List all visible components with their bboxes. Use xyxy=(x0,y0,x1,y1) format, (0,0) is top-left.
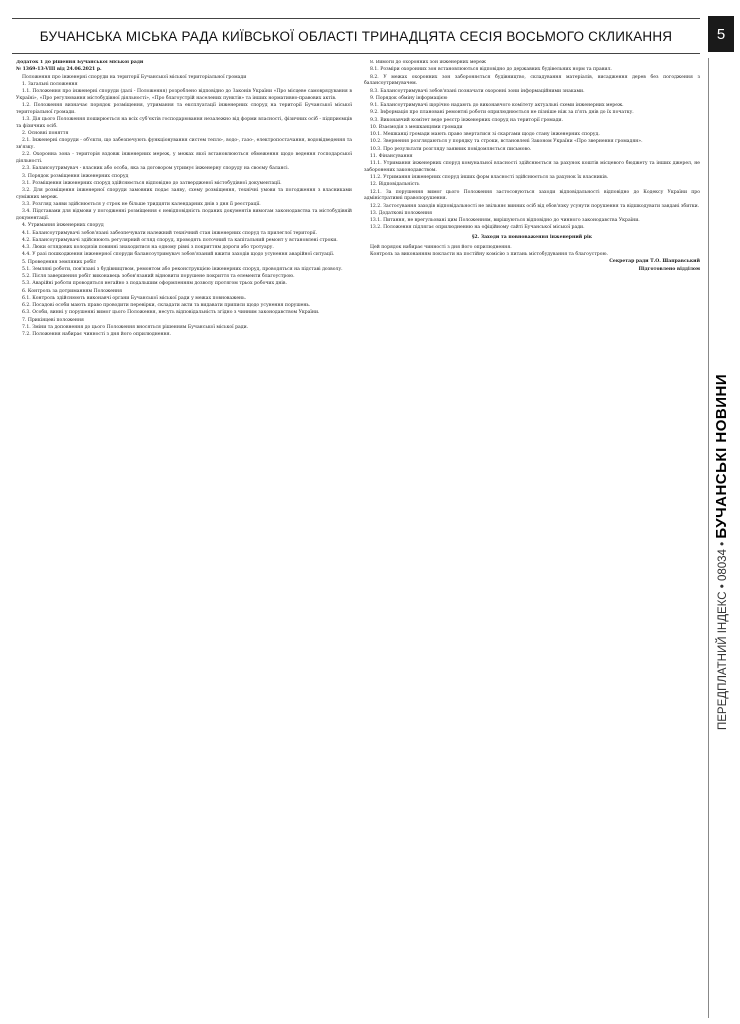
paragraph: 8.3. Балансоутримувачі зобов'язані позначати охоронні зони інформаційними знаками. xyxy=(370,88,585,94)
section-heading: §2. Заходи та повноваження інженерний рік xyxy=(471,235,593,240)
paragraph: 4.2. Балансоутримувачі здійснюють регулярний огляд споруд, проводять поточний та капітальний ремонт у встановлені строки. xyxy=(22,237,338,243)
paragraph: 3.2. Для розміщення інженерної споруди замовник подає заяву, схему розміщення, технічні умови та погодження з власниками суміжних мереж. xyxy=(16,188,352,200)
paragraph: 9.3. Виконавчий комітет веде реєстр інженерних споруд на території громади. xyxy=(370,117,563,123)
paragraph: 5. Проведення земляних робіт xyxy=(22,259,97,265)
signature: Секретар ради Т.О. Шаправський xyxy=(609,259,700,265)
page-number: 5 xyxy=(708,16,734,52)
paragraph: 8. Вимоги до охоронних зон інженерних мереж xyxy=(370,60,487,65)
paragraph: 1.1. Положення про інженерні споруди (далі - Положення) розроблено відповідно до Законів України «Про місцеве самоврядування в Україні», «Про регулювання містобудівної діяльності», «Про благоустрій населених пунктів» та інших нормативно-правових актів. xyxy=(16,89,352,101)
paragraph: 5.2. Після завершення робіт виконавець зобов'язаний відновити порушене покриття та елементи благоустрою. xyxy=(22,274,295,279)
paragraph: 6.1. Контроль здійснюють виконавчі органи Бучанської міської ради у межах повноважень. xyxy=(22,295,247,301)
paragraph: 3.1. Розміщення інженерних споруд здійснюється відповідно до затвердженої містобудівної документації. xyxy=(22,180,282,186)
paragraph: 4.3. Люки оглядових колодязів повинні знаходитися на одному рівні з покриттям дороги або тротуару. xyxy=(22,245,274,250)
subscription-index: ПЕРЕДПЛАТНИЙ ІНДЕКС • 08034 • xyxy=(717,541,729,730)
paragraph: 8.1. Розміри охоронних зон встановлюються відповідно до державних будівельних норм та правил. xyxy=(370,67,612,73)
paragraph: 5.1. Земляні роботи, пов'язані з будівництвом, ремонтом або реконструкцією інженерних споруд, проводяться на підставі дозволу. xyxy=(22,266,343,272)
paragraph: 6.3. Особи, винні у порушенні вимог цього Положення, несуть відповідальність згідно з чинним законодавством України. xyxy=(22,310,320,316)
paragraph: 9.2. Інформація про плановані ремонтні роботи оприлюднюється не пізніше ніж за п'ять днів до їх початку. xyxy=(370,110,634,116)
paragraph: 13. Додаткові положення xyxy=(370,210,433,216)
paragraph: 12.1. За порушення вимог цього Положення застосовуються заходи відповідальності відповідно до Кодексу України про адміністративні правопорушення. xyxy=(364,189,700,202)
paragraph: 2. Основні поняття xyxy=(22,131,69,136)
doc-head: Додаток 1 до рішення Бучанської міської ради xyxy=(16,60,144,65)
paragraph: 9.1. Балансоутримувачі щорічно надають до виконавчого комітету актуальні схеми інженерних мереж. xyxy=(370,103,624,108)
page-header xyxy=(12,18,700,54)
paragraph: 2.2. Охоронна зона - територія вздовж інженерних мереж, у межах якої встановлюються обмеження щодо ведення господарської діяльності. xyxy=(16,152,352,164)
paragraph: 10.1. Мешканці громади мають право звертатися зі скаргами щодо стану інженерних споруд. xyxy=(370,132,600,137)
paragraph: 13.2. Положення підлягає оприлюдненню на офіційному сайті Бучанської міської ради. xyxy=(370,225,585,231)
paragraph: Цей порядок набирає чинності з дня його оприлюднення. xyxy=(370,244,512,250)
paragraph: Контроль за виконанням покласти на постійну комісію з питань містобудування та благоустрою. xyxy=(370,252,608,257)
paragraph: 10. Взаємодія з мешканцями громади xyxy=(370,124,463,130)
paragraph: 4.4. У разі пошкодження інженерної споруди балансоутримувач зобов'язаний вжити заходів щодо усунення аварійної ситуації. xyxy=(22,252,335,258)
paragraph: 8.2. У межах охоронних зон забороняється будівництво, складування матеріалів, висадження дерев без погодження з балансоутримувачем. xyxy=(364,74,700,87)
paragraph: 5.3. Аварійні роботи проводяться негайно з подальшим оформленням дозволу протягом трьох робочих днів. xyxy=(22,281,287,287)
paragraph: 2.3. Балансоутримувач - власник або особа, яка за договором утримує інженерну споруду на своєму балансі. xyxy=(22,166,290,172)
paragraph: 12.2. Застосування заходів відповідальності не звільняє винних осіб від обов'язку усунути порушення та відшкодувати завдані збитки. xyxy=(370,203,700,209)
paragraph: 7.2. Положення набирає чинності з дня його оприлюднення. xyxy=(22,332,171,337)
paragraph: Положення про інженерні споруди на території Бучанської міської територіальної громади xyxy=(22,74,247,80)
paragraph: 6.2. Посадові особи мають право проводити перевірки, складати акти та видавати приписи щодо усунення порушень. xyxy=(22,303,311,308)
paragraph: 11.1. Утримання інженерних споруд комунальної власності здійснюється за рахунок коштів місцевого бюджету та інших джерел, не заборонених законодавством. xyxy=(364,161,700,173)
left-column xyxy=(16,60,352,1016)
article-columns xyxy=(16,60,700,1016)
newspaper-masthead xyxy=(713,374,730,730)
paragraph: 11.2. Утримання інженерних споруд інших форм власності здійснюється за рахунок їх власників. xyxy=(370,175,609,180)
paragraph: 4.1. Балансоутримувачі зобов'язані забезпечувати належний технічний стан інженерних споруд та прилеглої території. xyxy=(22,230,317,236)
paragraph: 13.1. Питання, не врегульовані цим Положенням, вирішуються відповідно до чинного законодавства України. xyxy=(370,218,640,223)
paragraph: 1.3. Дія цього Положення поширюється на всіх суб'єктів господарювання незалежно від форми власності, фізичних осіб - підприємців та фізичних осіб. xyxy=(16,117,352,129)
paragraph: 1.2. Положення визначає порядок розміщення, утримання та експлуатації інженерних споруд на території Бучанської міської територіальної громади. xyxy=(16,103,352,115)
paragraph: 12. Відповідальність xyxy=(370,182,420,188)
paragraph: 4. Утримання інженерних споруд xyxy=(22,223,104,229)
paragraph: 11. Фінансування xyxy=(370,153,413,159)
paragraph: 1. Загальні положення xyxy=(22,81,78,87)
paragraph: 9. Порядок обміну інформацією xyxy=(370,95,448,101)
doc-number: № 1369-13-VIII від 24.06.2021 р. xyxy=(16,67,102,73)
paragraph: 10.3. Про результати розгляду заявник повідомляється письмово. xyxy=(370,146,532,152)
right-column xyxy=(364,60,700,1016)
paragraph: 2.1. Інженерні споруди - об'єкти, що забезпечують функціонування систем тепло-, водо-, газо-, електропостачання, водовідведення та зв'язку. xyxy=(16,138,352,150)
newspaper-brand: БУЧАНСЬКІ НОВИНИ xyxy=(713,373,730,539)
paragraph: 7. Прикінцеві положення xyxy=(22,317,84,323)
paragraph: 3.4. Підставами для відмови у погодженні розміщення є невідповідність поданих документів вимогам законодавства та містобудівній документації. xyxy=(16,209,352,221)
paragraph: 3. Порядок розміщення інженерних споруд xyxy=(22,173,129,179)
page-title: БУЧАНСЬКА МІСЬКА РАДА КИЇВСЬКОЇ ОБЛАСТІ ТРИНАДЦЯТА СЕСІЯ ВОСЬМОГО СКЛИКАННЯ xyxy=(39,28,673,44)
paragraph: 6. Контроль за дотриманням Положення xyxy=(22,288,122,294)
signature: Підготовлено відділом xyxy=(638,266,700,272)
paragraph: 3.3. Розгляд заяви здійснюється у строк не більше тридцяти календарних днів з дня її реєстрації. xyxy=(22,202,261,207)
paragraph: 10.2. Звернення розглядаються у порядку та строки, встановлені Законом України «Про звернення громадян». xyxy=(370,139,643,145)
paragraph: 7.1. Зміни та доповнення до цього Положення вносяться рішенням Бучанської міської ради. xyxy=(22,324,249,330)
